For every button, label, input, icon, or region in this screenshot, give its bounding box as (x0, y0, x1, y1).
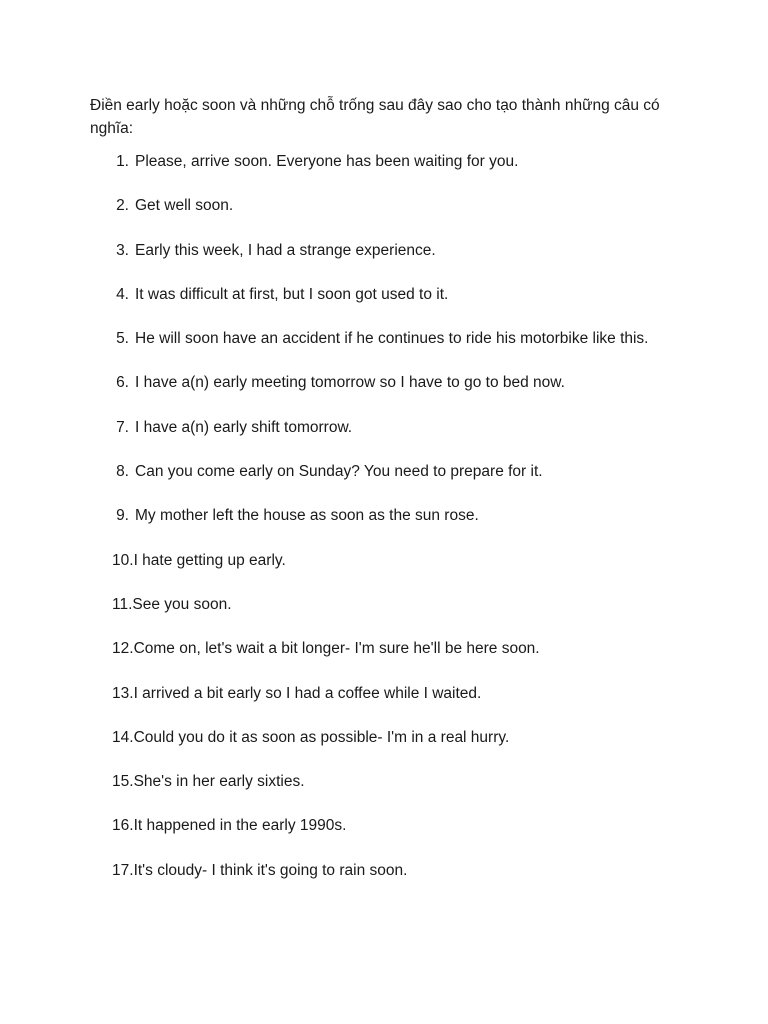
list-item (0, 150, 768, 194)
item-text: I have a(n) early shift tomorrow. (135, 418, 353, 436)
item-text: He will soon have an accident if he continues to ride his motorbike like this. (135, 330, 649, 348)
item-text: Please, arrive soon. Everyone has been waiting for you. (135, 153, 519, 170)
item-number: 14. (112, 728, 134, 746)
item-text: It's cloudy- I think it's going to rain soon. (133, 861, 408, 879)
item-text: Come on, let's wait a bit longer- I'm sure he'll be here soon. (133, 640, 540, 658)
list-item (0, 239, 768, 283)
item-number: 7. (116, 418, 129, 436)
item-number: 9. (116, 507, 129, 525)
list-item (0, 371, 768, 415)
item-number: 13. (112, 684, 134, 702)
list-item (0, 637, 768, 681)
item-number: 3. (116, 241, 129, 259)
list-item (0, 549, 768, 593)
item-number: 2. (116, 197, 129, 215)
item-text: I have a(n) early meeting tomorrow so I have to go to bed now. (135, 374, 565, 392)
item-number: 12. (112, 640, 134, 658)
item-number: 11. (112, 595, 133, 613)
item-number: 5. (116, 330, 129, 348)
list-item (0, 327, 768, 371)
item-number: 1. (116, 153, 129, 170)
item-text: I hate getting up early. (133, 551, 286, 569)
list-item (0, 194, 768, 238)
item-text: Early this week, I had a strange experience. (135, 241, 436, 259)
item-text: It happened in the early 1990s. (133, 817, 347, 835)
list-item (0, 682, 768, 726)
list-item (0, 770, 768, 814)
item-number: 8. (116, 463, 129, 481)
list-item (0, 283, 768, 327)
item-text: Could you do it as soon as possible- I'm in a real hurry. (133, 728, 510, 746)
item-text: My mother left the house as soon as the sun rose. (135, 507, 479, 525)
item-text: It was difficult at first, but I soon got used to it. (135, 285, 449, 303)
item-text: See you soon. (132, 595, 232, 613)
exercise-list (0, 150, 768, 903)
item-text: She's in her early sixties. (133, 773, 305, 791)
item-text: I arrived a bit early so I had a coffee while I waited. (133, 684, 482, 702)
item-number: 10. (112, 551, 134, 569)
item-number: 4. (116, 285, 129, 303)
item-number: 6. (116, 374, 129, 392)
exercise-instruction: Điền early hoặc soon và những chỗ trống sau đây sao cho tạo thành những câu có nghĩa: (90, 97, 660, 137)
list-item (0, 726, 768, 770)
list-item (0, 814, 768, 858)
item-number: 17. (112, 861, 134, 879)
item-number: 16. (112, 817, 134, 835)
list-item (0, 460, 768, 504)
list-item (0, 859, 768, 903)
item-number: 15. (112, 773, 134, 791)
item-text: Can you come early on Sunday? You need to prepare for it. (135, 463, 543, 481)
list-item (0, 504, 768, 548)
item-text: Get well soon. (135, 197, 234, 215)
list-item (0, 416, 768, 460)
list-item (0, 593, 768, 637)
